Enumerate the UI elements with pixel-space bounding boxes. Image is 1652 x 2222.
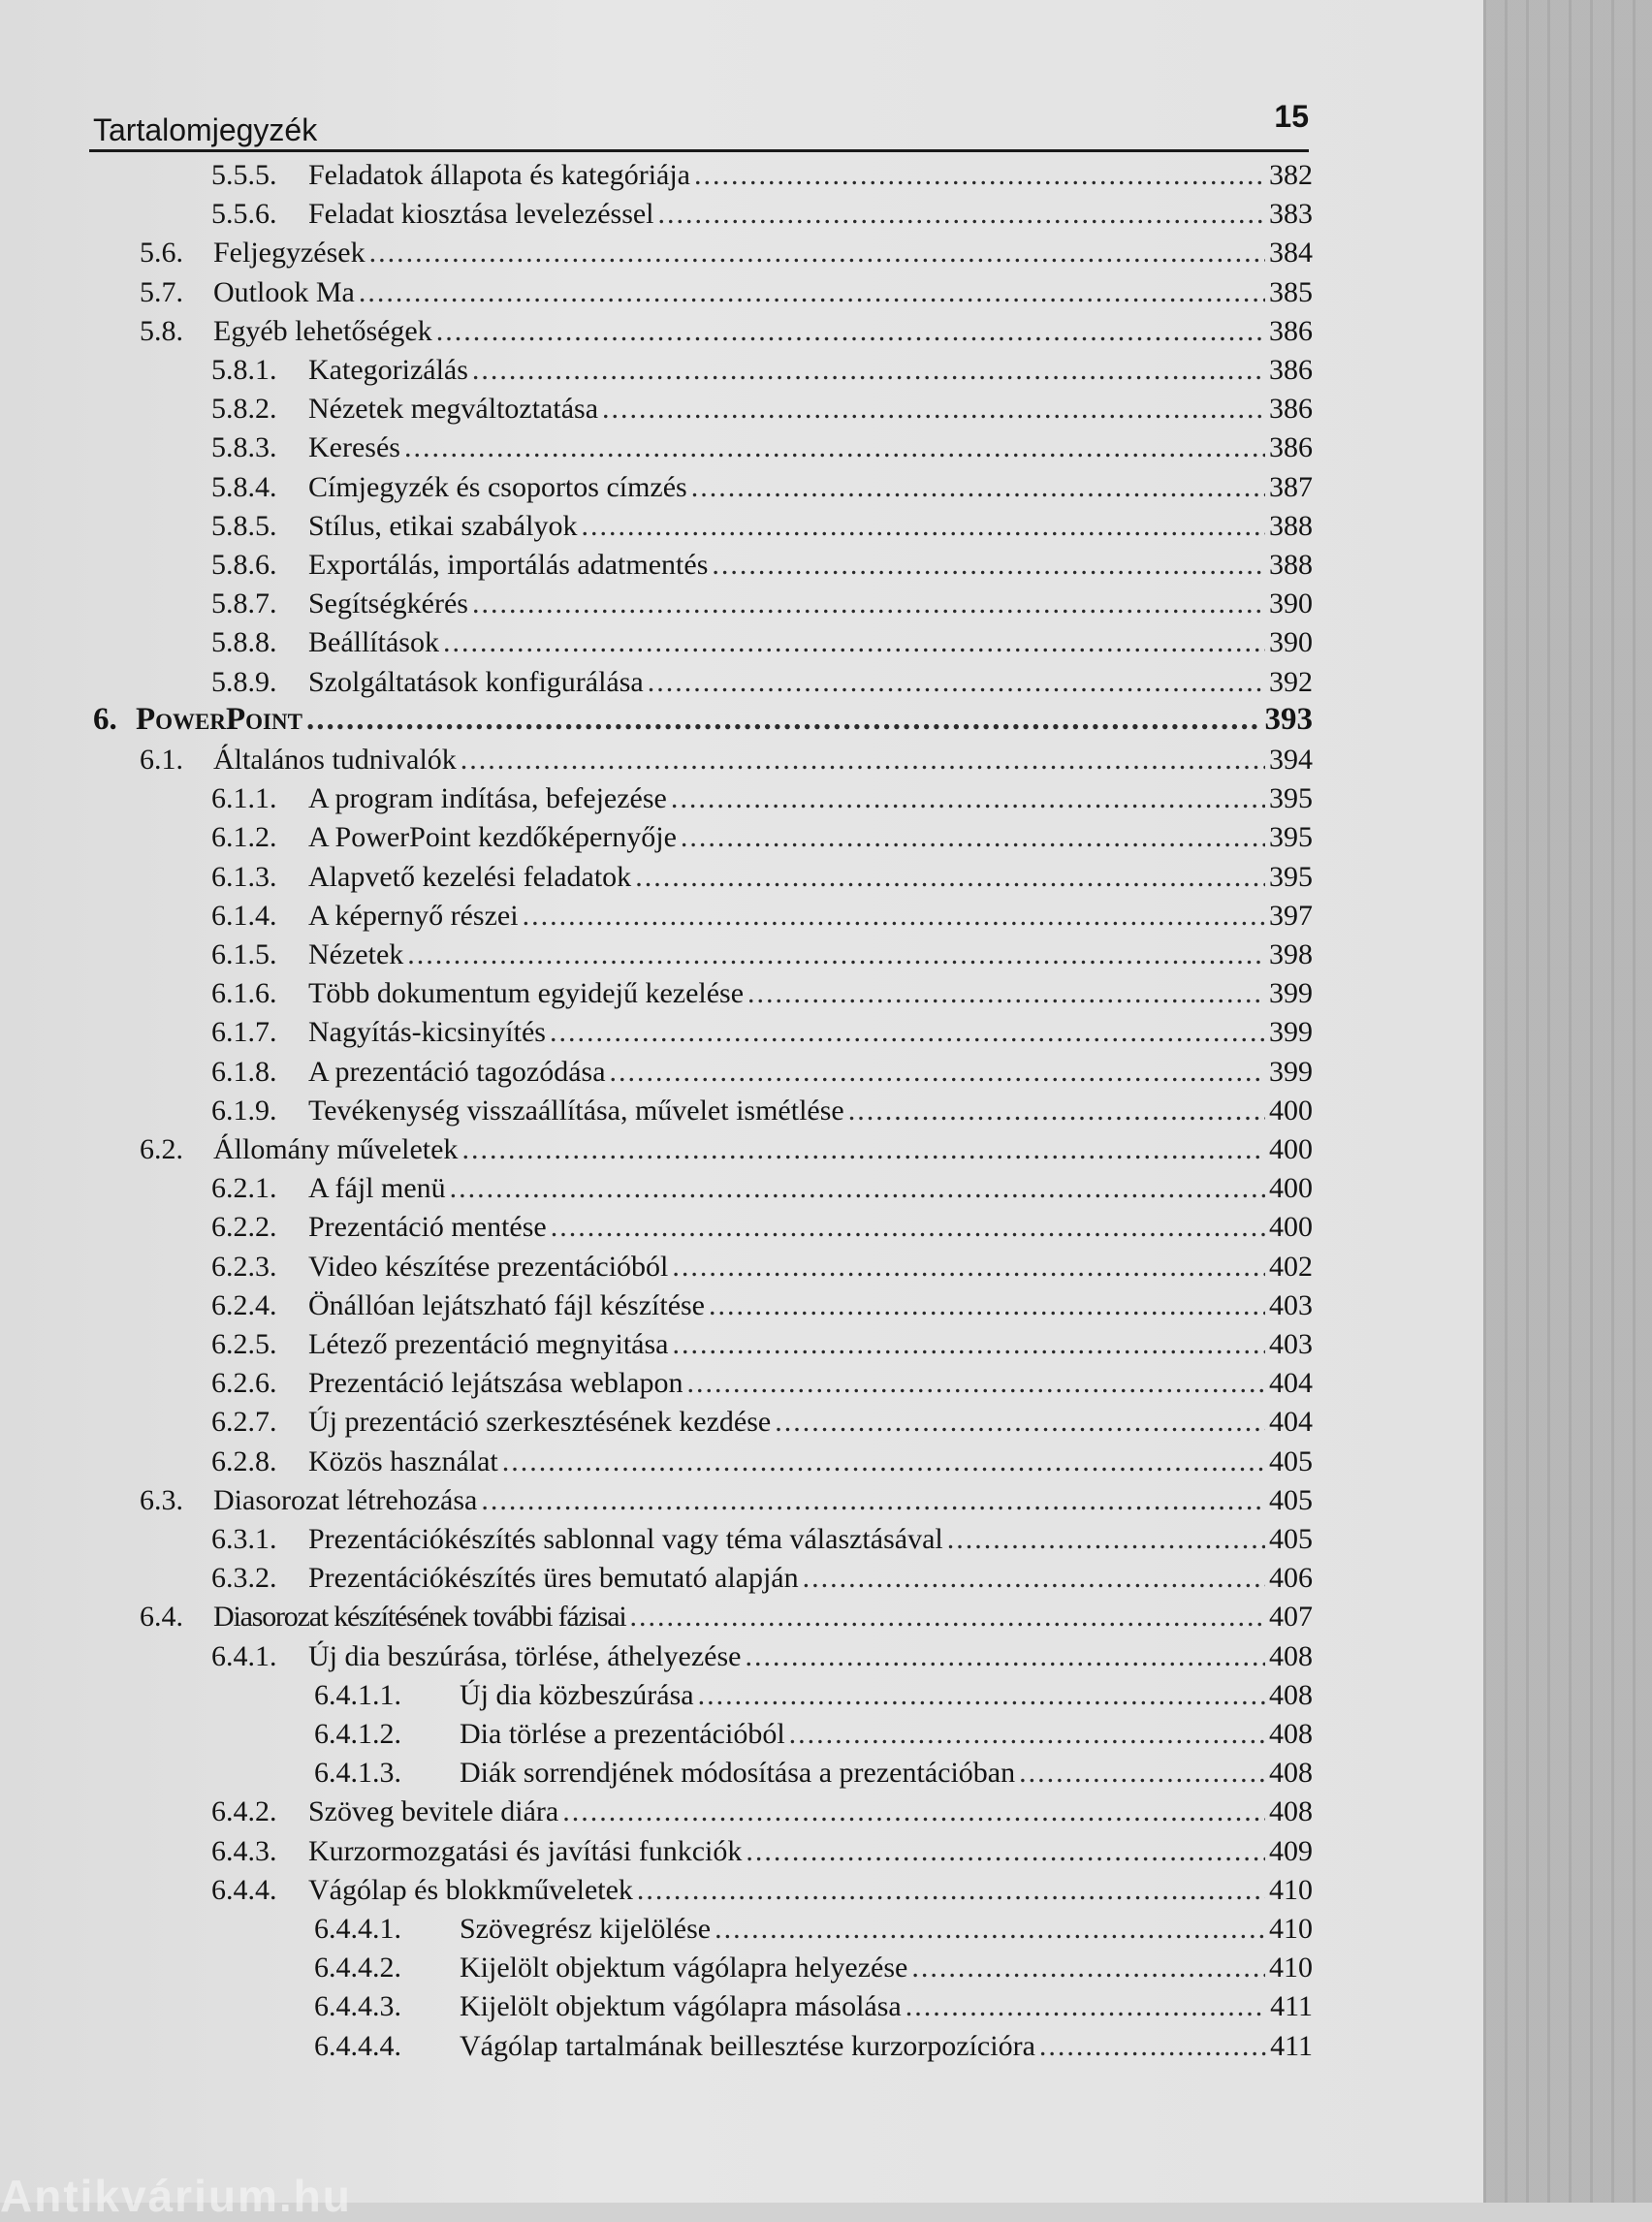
toc-entry-number: 5.6.	[140, 237, 183, 270]
toc-entry-number: 6.1.	[140, 744, 183, 776]
toc-entry-number: 6.1.9.	[211, 1094, 277, 1127]
toc-entry-number: 6.3.2.	[211, 1562, 277, 1595]
toc-entry-number: 6.2.8.	[211, 1444, 277, 1477]
toc-entry-number: 6.3.	[140, 1483, 183, 1516]
toc-entry	[0, 1251, 1483, 1289]
toc-entry	[0, 587, 1483, 626]
toc-entry-number: 6.1.5.	[211, 938, 277, 970]
toc-entry	[0, 1874, 1483, 1913]
dot-leader	[911, 1952, 1265, 1984]
toc-entry-number: 6.4.1.1.	[314, 1678, 401, 1711]
dot-leader	[745, 1640, 1265, 1673]
toc-entry-page: 397	[1269, 899, 1313, 932]
toc-entry	[0, 1913, 1483, 1952]
toc-entry-page: 405	[1269, 1444, 1313, 1477]
toc-entry	[0, 237, 1483, 275]
toc-entry-title: A program indítása, befejezése	[308, 782, 667, 815]
toc-entry-number: 6.1.2.	[211, 821, 277, 854]
dot-leader	[472, 354, 1265, 387]
toc-entry-number: 6.1.8.	[211, 1055, 277, 1088]
dot-leader	[635, 861, 1265, 894]
toc-entry-page: 399	[1269, 1016, 1313, 1049]
toc-entry-title: Állomány műveletek	[213, 1133, 459, 1165]
toc-entry-page: 409	[1269, 1834, 1313, 1867]
dot-leader	[691, 471, 1265, 504]
toc-entry	[0, 1795, 1483, 1834]
toc-entry-number: 6.3.1.	[211, 1523, 277, 1555]
dot-leader	[905, 1990, 1266, 2023]
dot-leader	[672, 1251, 1265, 1284]
toc-entry-page: 400	[1269, 1094, 1313, 1127]
toc-entry-title: Prezentáció mentése	[308, 1211, 547, 1244]
toc-entry-page: 386	[1269, 314, 1313, 347]
toc-entry-title: Keresés	[308, 431, 400, 464]
toc-entry-title: Video készítése prezentációból	[308, 1250, 669, 1283]
dot-leader	[472, 587, 1265, 620]
toc-entry-title: Diák sorrendjének módosítása a prezentációban	[460, 1757, 1016, 1790]
toc-entry-title: Prezentációkészítés sablonnal vagy téma választásával	[308, 1523, 943, 1555]
toc-entry	[0, 938, 1483, 977]
toc-entry-page: 385	[1269, 275, 1313, 308]
toc-entry-title: Feladatok állapota és kategóriája	[308, 159, 690, 191]
toc-entry-number: 6.4.4.3.	[314, 1990, 401, 2023]
toc-entry-page: 384	[1269, 237, 1313, 270]
toc-entry-page: 387	[1269, 470, 1313, 503]
toc-entry-page: 395	[1269, 782, 1313, 815]
dot-leader	[694, 159, 1265, 192]
toc-entry	[0, 2030, 1483, 2069]
toc-entry-number: 5.8.3.	[211, 431, 277, 464]
toc-entry-page: 398	[1269, 938, 1313, 970]
dot-leader	[848, 1095, 1265, 1127]
dot-leader	[789, 1718, 1265, 1751]
toc-entry	[0, 354, 1483, 393]
toc-entry-page: 395	[1269, 860, 1313, 893]
toc-entry-number: 6.2.6.	[211, 1367, 277, 1400]
toc-entry-page: 411	[1270, 2029, 1313, 2062]
toc-entry	[0, 626, 1483, 665]
dot-leader	[947, 1523, 1265, 1556]
toc-entry-page: 390	[1269, 626, 1313, 659]
toc-entry-title: Egyéb lehetőségek	[213, 314, 432, 347]
toc-entry-title: Beállítások	[308, 626, 439, 659]
toc-entry	[0, 861, 1483, 900]
toc-entry-number: 5.8.7.	[211, 587, 277, 620]
toc-entry-title: Alapvető kezelési feladatok	[308, 860, 632, 893]
toc-entry-page: 407	[1269, 1601, 1313, 1634]
toc-entry-title: Prezentációkészítés üres bemutató alapján	[308, 1562, 799, 1595]
toc-entry-title: Kijelölt objektum vágólapra helyezése	[460, 1952, 908, 1984]
toc-entry-title: Szolgáltatások konfigurálása	[308, 665, 644, 698]
dot-leader	[672, 1328, 1265, 1361]
toc-entry	[0, 159, 1483, 198]
toc-entry-title: Általános tudnivalók	[213, 744, 457, 776]
toc-entry-page: 386	[1269, 393, 1313, 426]
toc-entry-number: 6.2.	[140, 1133, 183, 1165]
toc-entry	[0, 744, 1483, 782]
toc-entry	[0, 431, 1483, 470]
dot-leader	[610, 1056, 1265, 1089]
dot-leader	[715, 1913, 1265, 1946]
toc-entry	[0, 1406, 1483, 1444]
dot-leader	[698, 1679, 1265, 1712]
toc-entry	[0, 1640, 1483, 1679]
toc-entry-title: Dia törlése a prezentációból	[460, 1718, 785, 1750]
header-rule	[89, 149, 1309, 152]
toc-entry-page: 403	[1269, 1288, 1313, 1321]
dot-leader	[369, 237, 1265, 270]
toc-entry	[0, 1445, 1483, 1484]
toc-entry-title: Diasorozat készítésének további fázisai	[213, 1601, 626, 1634]
toc-entry	[0, 1367, 1483, 1406]
toc-entry	[0, 1523, 1483, 1562]
toc-entry-number: 6.2.3.	[211, 1250, 277, 1283]
dot-leader	[648, 666, 1265, 699]
toc-entry-number: 6.4.4.	[211, 1873, 277, 1906]
toc-entry-page: 386	[1269, 354, 1313, 386]
toc-entry-title: Tevékenység visszaállítása, művelet ismétlése	[308, 1094, 844, 1127]
toc-entry-title: A PowerPoint kezdőképernyője	[308, 821, 677, 854]
toc-entry-page: 388	[1269, 509, 1313, 542]
toc-entry-number: 6.4.1.3.	[314, 1757, 401, 1790]
toc-entry-number: 6.4.4.4.	[314, 2029, 401, 2062]
dot-leader	[1039, 2030, 1266, 2063]
toc-entry	[0, 1484, 1483, 1523]
toc-entry-page: 402	[1269, 1250, 1313, 1283]
toc-entry-page: 408	[1269, 1639, 1313, 1672]
dot-leader	[637, 1874, 1265, 1907]
dot-leader	[562, 1795, 1265, 1828]
toc-entry-title: Feljegyzések	[213, 237, 365, 270]
toc-entry	[0, 1289, 1483, 1328]
toc-entry-title: Közös használat	[308, 1444, 498, 1477]
toc-entry-number: 6.4.4.1.	[314, 1913, 401, 1945]
toc-entry-page: 382	[1269, 159, 1313, 191]
toc-entry-page: 408	[1269, 1757, 1313, 1790]
toc-entry	[0, 1835, 1483, 1874]
toc-entry-page: 403	[1269, 1328, 1313, 1360]
toc-entry-number: 5.8.	[140, 314, 183, 347]
dot-leader	[602, 393, 1265, 426]
toc-entry-number: 6.2.5.	[211, 1328, 277, 1360]
toc-entry	[0, 1952, 1483, 1990]
toc-entry-title: Outlook Ma	[213, 275, 355, 308]
dot-leader	[709, 1289, 1265, 1322]
dot-leader	[630, 1601, 1265, 1634]
toc-entry	[0, 1679, 1483, 1718]
toc-entry-number: 5.8.9.	[211, 665, 277, 698]
toc-entry	[0, 1016, 1483, 1055]
toc-entry-title: Új dia beszúrása, törlése, áthelyezése	[308, 1639, 742, 1672]
toc-entry-number: 5.8.5.	[211, 509, 277, 542]
toc-entry-page: 405	[1269, 1483, 1313, 1516]
toc-entry	[0, 315, 1483, 354]
dot-leader	[658, 198, 1265, 231]
toc-entry	[0, 900, 1483, 938]
toc-entry	[0, 276, 1483, 315]
toc-entry-title: Nagyítás-kicsinyítés	[308, 1016, 546, 1049]
toc-entry-page: 404	[1269, 1406, 1313, 1439]
toc-entry-number: 5.8.2.	[211, 393, 277, 426]
toc-entry-page: 410	[1269, 1913, 1313, 1945]
toc-entry-page: 400	[1269, 1172, 1313, 1205]
dot-leader	[450, 1172, 1265, 1205]
dot-leader	[523, 900, 1265, 933]
toc-entry-page: 400	[1269, 1211, 1313, 1244]
toc-entry-title: Segítségkérés	[308, 587, 468, 620]
toc-entry-title: Nézetek	[308, 938, 404, 970]
toc-entry-page: 410	[1269, 1952, 1313, 1984]
toc-entry-number: 6.2.4.	[211, 1288, 277, 1321]
dot-leader	[550, 1016, 1265, 1049]
toc-entry-title: PowerPoint	[136, 701, 302, 737]
dot-leader	[775, 1406, 1265, 1439]
dot-leader	[436, 315, 1265, 348]
dot-leader	[803, 1562, 1265, 1595]
toc-entry	[0, 977, 1483, 1016]
toc-entry-page: 400	[1269, 1133, 1313, 1165]
dot-leader	[1019, 1757, 1265, 1790]
toc-entry-page: 388	[1269, 549, 1313, 581]
toc-entry	[0, 1757, 1483, 1795]
toc-entry-title: Kategorizálás	[308, 354, 468, 386]
dot-leader	[306, 702, 1261, 738]
toc-entry-number: 5.5.6.	[211, 198, 277, 231]
toc-entry-title: Feladat kiosztása levelezéssel	[308, 198, 654, 231]
adjacent-page-edge	[1483, 0, 1652, 2203]
toc-entry-page: 386	[1269, 431, 1313, 464]
toc-entry-number: 6.4.4.2.	[314, 1952, 401, 1984]
toc-entry-page: 399	[1269, 977, 1313, 1010]
toc-entry-title: Új dia közbeszúrása	[460, 1678, 694, 1711]
toc-entry	[0, 1095, 1483, 1133]
dot-leader	[461, 744, 1265, 777]
toc-entry	[0, 1172, 1483, 1211]
toc-entry-number: 5.8.6.	[211, 549, 277, 581]
toc-entry-number: 5.8.1.	[211, 354, 277, 386]
dot-leader	[407, 938, 1265, 971]
toc-entry-page: 383	[1269, 198, 1313, 231]
toc-entry-page: 395	[1269, 821, 1313, 854]
toc-entry-title: Címjegyzék és csoportos címzés	[308, 470, 687, 503]
toc-entry-page: 408	[1269, 1795, 1313, 1828]
dot-leader	[404, 431, 1265, 464]
toc-entry	[0, 198, 1483, 237]
toc-entry-title: Vágólap tartalmának beillesztése kurzorpozícióra	[460, 2029, 1035, 2062]
toc-entry	[0, 1601, 1483, 1639]
toc-entry-title: Kurzormozgatási és javítási funkciók	[308, 1834, 743, 1867]
toc-entry-title: Szövegrész kijelölése	[460, 1913, 712, 1945]
toc-entry-page: 394	[1269, 744, 1313, 776]
dot-leader	[359, 276, 1265, 309]
toc-entry-number: 6.1.6.	[211, 977, 277, 1010]
toc-entry	[0, 1562, 1483, 1601]
toc-entry-number: 5.8.8.	[211, 626, 277, 659]
toc-entry	[0, 666, 1483, 705]
toc-entry-page: 390	[1269, 587, 1313, 620]
toc-entry-page: 408	[1269, 1678, 1313, 1711]
dot-leader	[747, 977, 1265, 1010]
toc-entry	[0, 471, 1483, 510]
toc-entry-number: 5.5.5.	[211, 159, 277, 191]
toc-entry-title: Önállóan lejátszható fájl készítése	[308, 1288, 705, 1321]
toc-entry-number: 6.1.1.	[211, 782, 277, 815]
toc-entry-title: A képernyő részei	[308, 899, 519, 932]
toc-entry	[0, 1718, 1483, 1757]
dot-leader	[581, 510, 1265, 543]
toc-entry-page: 405	[1269, 1523, 1313, 1555]
toc-entry-number: 6.1.7.	[211, 1016, 277, 1049]
toc-entry	[0, 1211, 1483, 1250]
toc-entry	[0, 1328, 1483, 1367]
toc-entry-number: 6.4.3.	[211, 1834, 277, 1867]
running-header-title: Tartalomjegyzék	[93, 112, 318, 147]
dot-leader	[712, 549, 1265, 582]
toc-entry-page: 393	[1264, 701, 1313, 737]
toc-entry-title: Vágólap és blokkműveletek	[308, 1873, 633, 1906]
toc-entry-title: Több dokumentum egyidejű kezelése	[308, 977, 745, 1010]
toc-entry-page: 410	[1269, 1873, 1313, 1906]
dot-leader	[461, 1133, 1265, 1166]
toc-entry	[0, 1056, 1483, 1095]
toc-entry-title: Prezentáció lejátszása weblapon	[308, 1367, 683, 1400]
dot-leader	[443, 626, 1265, 659]
toc-entry-title: A fájl menü	[308, 1172, 446, 1205]
page-number: 15	[1274, 99, 1309, 134]
toc-entry-title: Létező prezentáció megnyitása	[308, 1328, 669, 1360]
toc-entry-page: 411	[1270, 1990, 1313, 2023]
toc-entry-title: Stílus, etikai szabályok	[308, 509, 578, 542]
watermark: Antikvárium.hu	[0, 2171, 352, 2221]
toc-entry-page: 404	[1269, 1367, 1313, 1400]
toc-entry-number: 6.4.	[140, 1601, 183, 1634]
toc-entry-title: Diasorozat létrehozása	[213, 1483, 478, 1516]
dot-leader	[502, 1445, 1265, 1478]
dot-leader	[551, 1211, 1265, 1244]
toc-entry-title: A prezentáció tagozódása	[308, 1055, 606, 1088]
toc-entry-number: 6.2.1.	[211, 1172, 277, 1205]
dot-leader	[686, 1367, 1265, 1400]
toc-entry-title: Exportálás, importálás adatmentés	[308, 549, 709, 581]
dot-leader	[671, 782, 1265, 815]
dot-leader	[681, 821, 1265, 854]
toc-entry-number: 6.1.3.	[211, 860, 277, 893]
dot-leader	[481, 1484, 1265, 1517]
toc-entry	[0, 510, 1483, 549]
toc-entry-number: 5.8.4.	[211, 470, 277, 503]
toc-entry-title: Kijelölt objektum vágólapra másolása	[460, 1990, 902, 2023]
toc-entry-number: 6.4.1.2.	[314, 1718, 401, 1750]
dot-leader	[746, 1835, 1265, 1868]
toc-entry-page: 399	[1269, 1055, 1313, 1088]
toc-entry-page: 408	[1269, 1718, 1313, 1750]
toc-entry-number: 6.2.2.	[211, 1211, 277, 1244]
toc-entry	[0, 701, 1483, 744]
toc-entry-number: 5.7.	[140, 275, 183, 308]
toc-entry	[0, 782, 1483, 821]
toc-entry-title: Szöveg bevitele diára	[308, 1795, 559, 1828]
toc-entry-page: 392	[1269, 665, 1313, 698]
toc-entry	[0, 1133, 1483, 1172]
toc-entry	[0, 1990, 1483, 2029]
toc-entry-page: 406	[1269, 1562, 1313, 1595]
toc-entry-number: 6.	[93, 701, 117, 737]
toc-entry	[0, 821, 1483, 860]
toc-entry	[0, 393, 1483, 431]
toc-entry	[0, 549, 1483, 587]
toc-entry-number: 6.4.2.	[211, 1795, 277, 1828]
toc-entry-title: Nézetek megváltoztatása	[308, 393, 599, 426]
toc-entry-title: Új prezentáció szerkesztésének kezdése	[308, 1406, 772, 1439]
toc-entry-number: 6.2.7.	[211, 1406, 277, 1439]
toc-entry-number: 6.4.1.	[211, 1639, 277, 1672]
toc-entry-number: 6.1.4.	[211, 899, 277, 932]
